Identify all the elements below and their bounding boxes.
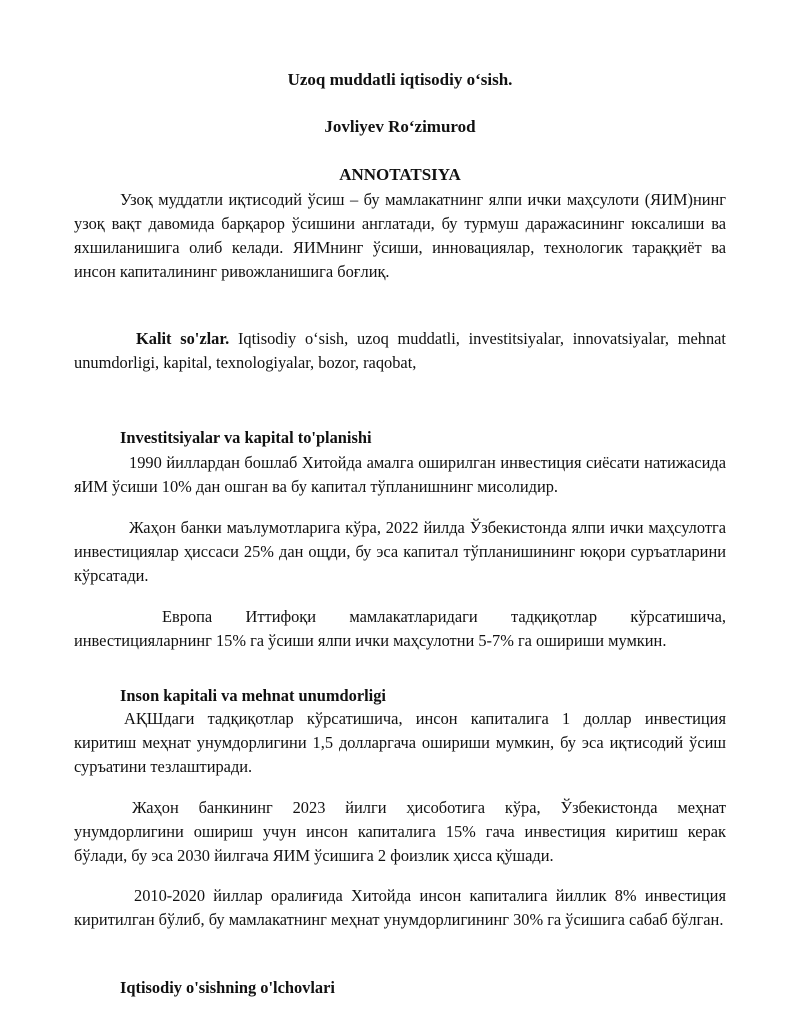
section-paragraph: Жаҳон банки маълумотларига кўра, 2022 йилда Ўзбекистонда ялпи ички маҳсулотга инвестициялар ҳиссаси 25% дан ощди, бу эса капитал тўпланишининг юқори суръатларини кўрсатади. <box>74 518 726 585</box>
section-heading-investments: Investitsiyalar va kapital to'planishi <box>120 428 372 447</box>
annotation-paragraph: Узоқ муддатли иқтисодий ўсиш – бу мамлакатнинг ялпи ички маҳсулоти (ЯИМ)нинг узоқ вақт давомида барқарор ўсишини англатади, бу турмуш даражасининг юксалиши ва яхшиланишига олиб келади. ЯИМнинг ўсиши, инновациялар, технологик тараққиёт ва инсон капиталининг ривожланишига боғлиқ. <box>74 190 726 281</box>
keywords-text: Iqtisodiy o‘sish, uzoq muddatli, investitsiyalar, innovatsiyalar, mehnat unumdorligi, kapital, texnologiyalar, bozor, raqobat, <box>74 329 726 372</box>
keywords-paragraph <box>74 327 726 375</box>
section-paragraph: Жаҳон банкининг 2023 йилги ҳисоботига кўра, Ўзбекистонда меҳнат унумдорлигини ошириш учун инсон капиталига 15% гача инвестиция киритиш керак бўлади, бу эса 2030 йилгача ЯИМ ўсишига 2 фоизлик ҳисса қўшади. <box>74 798 726 865</box>
author-name: Jovliyev Ro‘zimurod <box>324 117 476 136</box>
section-heading-growth-measures: Iqtisodiy o'sishning o'lchovlari <box>120 978 335 997</box>
section-paragraph: 2010-2020 йиллар оралиғида Хитойда инсон капиталига йиллик 8% инвестиция киритилган бўлиб, бу мамлакатнинг меҳнат унумдорлигининг 30% га ўсишига сабаб бўлган. <box>74 886 726 929</box>
section-paragraph: АҚШдаги тадқиқотлар кўрсатишича, инсон капиталига 1 доллар инвестиция киритиш меҳнат унумдорлигини 1,5 долларгача ошириши мумкин, бу эса иқтисодий ўсиш суръатини тезлаштиради. <box>74 709 726 776</box>
section-heading-human-capital: Inson kapitali va mehnat unumdorligi <box>120 686 386 705</box>
document-title: Uzoq muddatli iqtisodiy o‘sish. <box>287 70 513 89</box>
keywords-label: Kalit so'zlar. <box>136 329 230 348</box>
section-paragraph: 1990 йиллардан бошлаб Хитойда амалга оширилган инвестиция сиёсати натижасида яИМ ўсиши 10% дан ошган ва бу капитал тўпланишнинг мисолидир. <box>74 453 726 496</box>
annotation-heading: ANNOTATSIYA <box>339 165 461 184</box>
section-paragraph: Европа Иттифоқи мамлакатларидаги тадқиқотлар кўрсатишича, инвестицияларнинг 15% га ўсиши ялпи ички маҳсулотни 5-7% га ошириши мумкин. <box>74 607 726 650</box>
